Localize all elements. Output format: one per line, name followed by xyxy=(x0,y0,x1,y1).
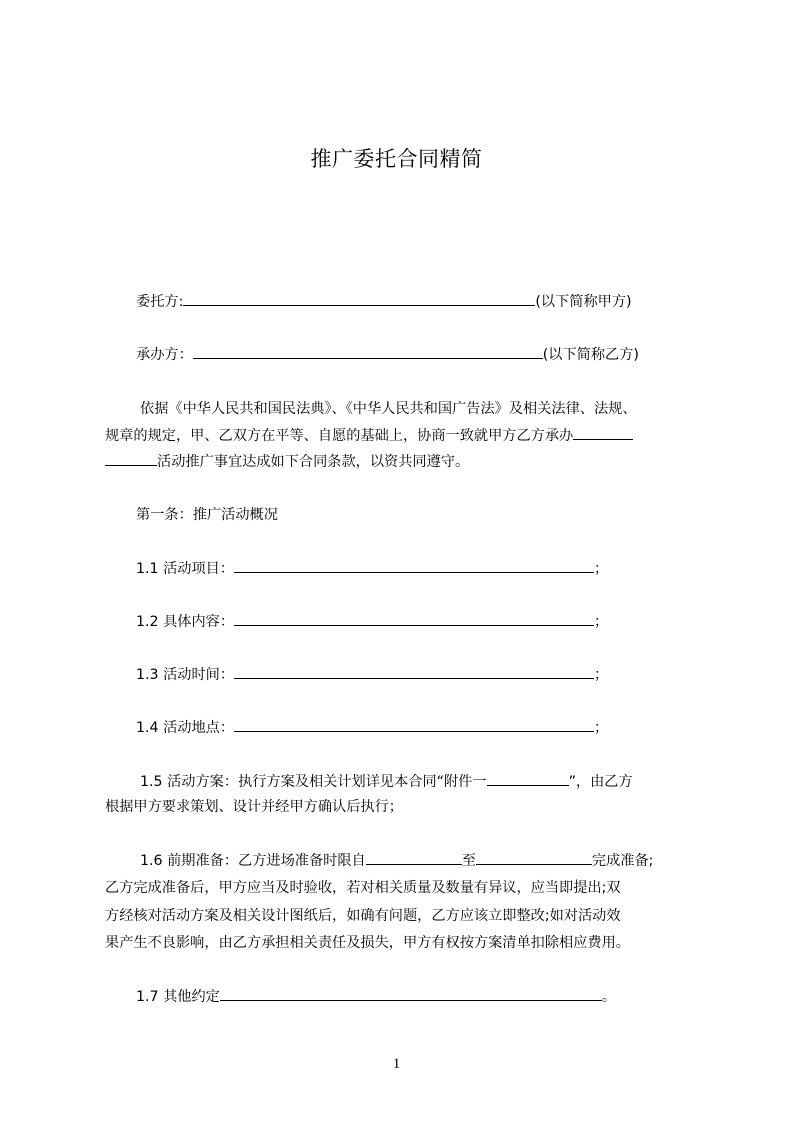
preamble-blank[interactable] xyxy=(573,425,633,440)
item-1-7 xyxy=(136,986,616,1007)
item-1-7-blank[interactable] xyxy=(220,986,602,1001)
item-1-2-end: ； xyxy=(594,614,609,630)
item-1-6-after: 完成准备; xyxy=(591,853,654,869)
item-1-5-line-2: 根据甲方要求策划、设计并经甲方确认后执行； xyxy=(105,799,403,815)
item-1-4-end: ； xyxy=(594,720,609,736)
client-suffix: (以下简称甲方) xyxy=(535,294,632,310)
client-blank[interactable] xyxy=(183,291,535,306)
item-1-5 xyxy=(140,771,633,792)
item-1-6-label: 1.6 前期准备：乙方进场准备时限自 xyxy=(140,853,366,869)
item-1-5-label: 1.5 活动方案：执行方案及相关计划详见本合同“附件一 xyxy=(140,774,487,790)
item-1-3-blank[interactable] xyxy=(234,664,594,679)
contractor-blank[interactable] xyxy=(193,344,543,359)
item-1-1-end: ； xyxy=(594,561,609,577)
item-1-2-label: 1.2 具体内容： xyxy=(136,614,235,630)
client-line xyxy=(136,291,632,312)
client-label: 委托方: xyxy=(136,294,184,310)
item-1-6-line-2: 乙方完成准备后，甲方应当及时验收，若对相关质量及数量有异议，应当即提出;双 xyxy=(105,880,621,896)
item-1-2 xyxy=(136,611,608,632)
document-title: 推广委托合同精简 xyxy=(310,147,483,171)
item-1-3-end: ； xyxy=(594,667,609,683)
item-1-6-line-4: 果产生不良影响，由乙方承担相关责任及损失，甲方有权按方案清单扣除相应费用。 xyxy=(105,935,630,951)
contractor-line xyxy=(136,344,639,365)
item-1-1-blank[interactable] xyxy=(234,558,594,573)
item-1-5-blank[interactable] xyxy=(487,771,569,786)
item-1-6-end-blank[interactable] xyxy=(476,850,592,865)
preamble-blank-2[interactable] xyxy=(105,451,157,466)
item-1-3 xyxy=(136,664,608,685)
item-1-4 xyxy=(136,717,608,738)
article-1-heading: 第一条：推广活动概况 xyxy=(136,507,278,523)
preamble-line-2 xyxy=(105,425,633,446)
item-1-3-label: 1.3 活动时间： xyxy=(136,667,235,683)
item-1-6-start-blank[interactable] xyxy=(366,850,462,865)
item-1-5-after: ”，由乙方 xyxy=(568,774,633,790)
preamble-line-3 xyxy=(105,451,469,472)
contractor-suffix: (以下简称乙方) xyxy=(542,347,639,363)
item-1-4-label: 1.4 活动地点： xyxy=(136,720,235,736)
item-1-2-blank[interactable] xyxy=(234,611,594,626)
item-1-1-label: 1.1 活动项目： xyxy=(136,561,235,577)
item-1-6-line-3: 方经核对活动方案及相关设计图纸后，如确有问题，乙方应该立即整改;如对活动效 xyxy=(105,908,621,924)
contractor-label: 承办方： xyxy=(136,347,193,363)
preamble-line-2-text: 规章的规定，甲、乙双方在平等、自愿的基础上，协商一致就甲方乙方承办 xyxy=(105,428,574,444)
item-1-7-end: 。 xyxy=(601,989,617,1005)
item-1-1 xyxy=(136,558,608,579)
item-1-7-label: 1.7 其他约定 xyxy=(136,989,220,1005)
preamble-line-3-text: 活动推广事宜达成如下合同条款，以资共同遵守。 xyxy=(157,454,470,470)
preamble-line-1: 依据《中华人民共和国民法典》、《中华人民共和国广告法》及相关法律、法规、 xyxy=(140,401,637,417)
item-1-6-mid: 至 xyxy=(461,853,476,869)
item-1-4-blank[interactable] xyxy=(234,717,594,732)
item-1-6 xyxy=(140,850,653,871)
page-number: 1 xyxy=(392,1056,401,1072)
